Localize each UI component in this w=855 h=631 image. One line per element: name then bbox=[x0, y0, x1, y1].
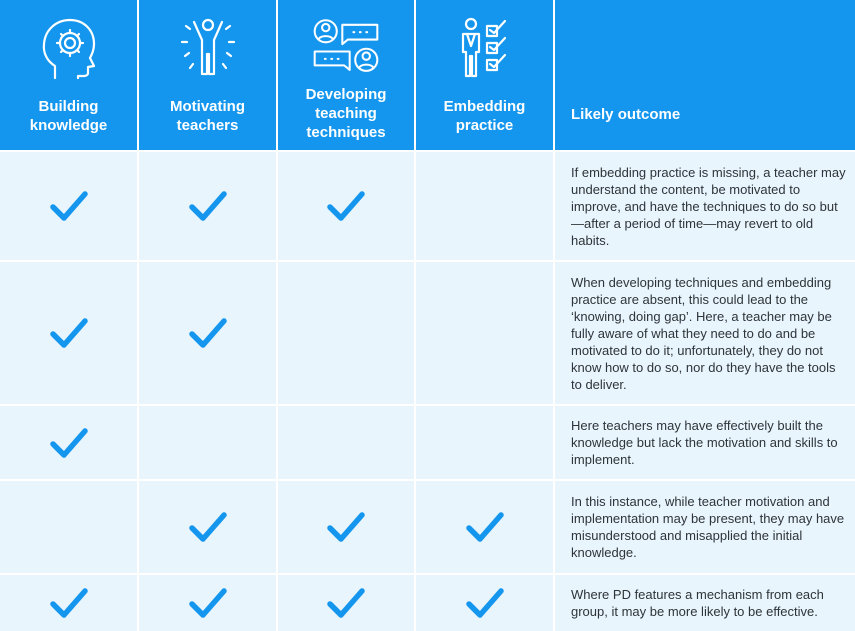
checkmark-icon bbox=[326, 510, 366, 544]
checkmark-icon bbox=[188, 586, 228, 620]
checkmark-icon bbox=[326, 586, 366, 620]
header-likely-outcome bbox=[555, 0, 855, 150]
header-building-knowledge bbox=[0, 0, 137, 150]
outcome-text: In this instance, while teacher motivation and implementation may be present, they may have misunderstood and misapplied the initial knowledge. bbox=[571, 494, 845, 560]
check-cell bbox=[139, 262, 276, 404]
checkmark-icon bbox=[465, 586, 505, 620]
check-cell bbox=[416, 262, 553, 404]
outcome-text: When developing techniques and embedding practice are absent, this could lead to the ‘knowing, doing gap’. Here, a teacher may be fully aware of what they need to do and be motivated to do it; unfortunately, they do not know how to do so, nor do they have the tools to deliver. bbox=[571, 274, 836, 392]
checkmark-icon bbox=[465, 510, 505, 544]
check-cell bbox=[278, 406, 414, 479]
check-cell bbox=[139, 575, 276, 631]
outcome-text: If embedding practice is missing, a teacher may understand the content, be motivated to improve, and have the techniques to do so but—after a period of time—may revert to old habits. bbox=[571, 164, 846, 248]
outcome-cell bbox=[555, 262, 855, 404]
person-checklist-icon bbox=[450, 12, 520, 84]
checkmark-icon bbox=[49, 316, 89, 350]
header-label: Building knowledge bbox=[29, 98, 108, 134]
check-cell bbox=[416, 406, 553, 479]
checkmark-icon bbox=[188, 189, 228, 223]
checkmark-icon bbox=[326, 189, 366, 223]
outcome-cell bbox=[555, 575, 855, 631]
head-gear-icon bbox=[34, 12, 104, 84]
outcome-text: Here teachers may have effectively built the knowledge but lack the motivation and skills to implement. bbox=[571, 418, 838, 467]
check-cell bbox=[416, 152, 553, 260]
check-cell bbox=[0, 152, 137, 260]
outcome-cell bbox=[555, 406, 855, 479]
outcome-cell bbox=[555, 481, 855, 573]
celebrating-person-icon bbox=[173, 12, 243, 84]
check-cell bbox=[278, 262, 414, 404]
outcome-text: Where PD features a mechanism from each group, it may be more likely to be effective. bbox=[571, 587, 824, 619]
checkmark-icon bbox=[49, 586, 89, 620]
checkmark-icon bbox=[188, 510, 228, 544]
checkmark-icon bbox=[49, 426, 89, 460]
checkmark-icon bbox=[188, 316, 228, 350]
checkmark-icon bbox=[49, 189, 89, 223]
header-embedding-practice bbox=[416, 0, 553, 150]
check-cell bbox=[278, 481, 414, 573]
check-cell bbox=[0, 575, 137, 631]
check-cell bbox=[278, 152, 414, 260]
check-cell bbox=[278, 575, 414, 631]
check-cell bbox=[0, 262, 137, 404]
header-label: Motivating teachers bbox=[170, 98, 245, 134]
check-cell bbox=[0, 481, 137, 573]
header-label: Embedding practice bbox=[443, 98, 526, 134]
header-label: Developing teaching techniques bbox=[305, 86, 387, 141]
check-cell bbox=[139, 481, 276, 573]
check-cell bbox=[139, 152, 276, 260]
header-developing-teaching-techniques bbox=[278, 0, 414, 150]
header-label: Likely outcome bbox=[571, 106, 681, 123]
check-cell bbox=[0, 406, 137, 479]
header-motivating-teachers bbox=[139, 0, 276, 150]
check-cell bbox=[416, 575, 553, 631]
outcome-cell bbox=[555, 152, 855, 260]
conversation-icon bbox=[311, 12, 381, 79]
check-cell bbox=[416, 481, 553, 573]
check-cell bbox=[139, 406, 276, 479]
